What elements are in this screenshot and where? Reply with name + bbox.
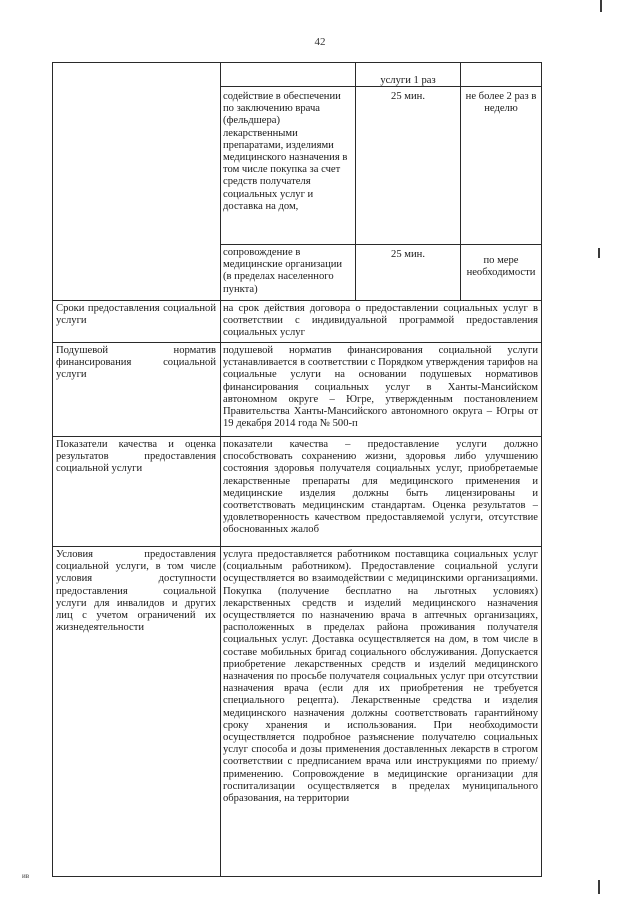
row-line-3 <box>52 300 542 301</box>
service-frequency-cell: по мере необходимости <box>466 255 536 279</box>
row-label-cell: Условия предоставления социальной услуги, в том числе условия доступности предоставления социальной услуги для инвалидов и других лиц с учетом ограничений их жизнедеятельности <box>56 549 216 634</box>
service-name-cell: сопровождение в медицинские организации (в пределах населенного пункта) <box>223 247 343 295</box>
table-divider-service <box>355 62 356 300</box>
row-content-cell: подушевой норматив финансирования социальной услуги устанавливается в соответствии с Порядком утверждения тарифов на социальные услуги на основании подушевых нормативов финансирования социальных услуг в Ханты-Мансийском автономном округе – Югре, утвержденным постановлением Правительства Ханты-Мансийского автономного округа – Югры от 19 декабря 2014 года № 500-п <box>223 345 538 430</box>
row-line-2 <box>220 244 542 245</box>
service-name-cell: содействие в обеспечении по заключению врача (фельдшера) лекарственными препаратами, изделиями медицинского назначения в том числе покупка за счет средств получателя социальных услуг и доставка на дом, <box>223 91 348 212</box>
page-number: 42 <box>314 36 326 48</box>
table-border-left <box>52 62 53 877</box>
scan-edge-mark <box>598 248 600 258</box>
row-content-cell: услуга предоставляется работником поставщика социальных услуг (социальным работником). Предоставление социальной услуги осуществляется во взаимодействии с медицинскими организациями. Покупка (получение бесплатно на льготных условиях) лекарственных средств и изделий медицинского назначения осуществляется по назначению врача в аптечных организациях, расположенных в пределах района проживания получателя социальных услуг. Доставка осуществляется на дом, в том числе в составе мобильных бригад социального обслуживания. Допускается приобретение лекарственных средств и изделий медицинского назначения по просьбе получателя социальных услуг при отсутствии назначения врача (если для их приобретения не требуется специального рецепта). Лекарственные средства и изделия медицинского назначения должны соответствовать гарантийному сроку хранения и использования. При необходимости осуществляется подробное разъяснение получателю социальных услуг способа и дозы применения доставленных лекарств в строгом соответствии с предписанием врача или инструкциями по приему/применению. Сопровождение в медицинские организации для госпитализации осуществляется в пределах муниципального образования, на территории <box>223 549 538 805</box>
row-line-4 <box>52 342 542 343</box>
table-border-right <box>541 62 542 877</box>
services-table <box>52 62 542 877</box>
row-label-cell: Показатели качества и оценка результатов предоставления социальной услуги <box>56 439 216 475</box>
service-frequency-cell: не более 2 раз в неделю <box>465 91 537 115</box>
row-line-6 <box>52 546 542 547</box>
table-divider-time <box>460 62 461 300</box>
table-border-top <box>52 62 542 63</box>
service-time-cell: 25 мин. <box>391 249 425 260</box>
row-content-cell: показатели качества – предоставление услуги должно способствовать сохранению жизни, здоровья либо улучшению состояния здоровья получателя социальных услуг, приобретаемые лекарственные препараты для медицинского применения и медицинские изделия должны быть лицензированы и соответствовать медицинским стандартам. Оценка результатов – удовлетворенность качеством предоставляемой услуги, отсутствие обоснованных жалоб <box>223 439 538 536</box>
service-time-cell: 25 мин. <box>391 91 425 102</box>
service-time-cell: услуги 1 раз <box>380 75 436 86</box>
row-label-cell: Сроки предоставления социальной услуги <box>56 303 216 327</box>
row-line-5 <box>52 436 542 437</box>
scan-edge-mark <box>600 0 602 12</box>
footer-mark: ив <box>22 872 30 880</box>
table-divider-label <box>220 62 221 877</box>
row-content-cell: на срок действия договора о предоставлении социальных услуг в соответствии с индивидуальной программой предоставления социальных услуг <box>223 303 538 339</box>
scan-edge-mark <box>598 880 600 894</box>
row-label-cell: Подушевой норматив финансирования социальной услуги <box>56 345 216 381</box>
table-border-bottom <box>52 876 542 877</box>
